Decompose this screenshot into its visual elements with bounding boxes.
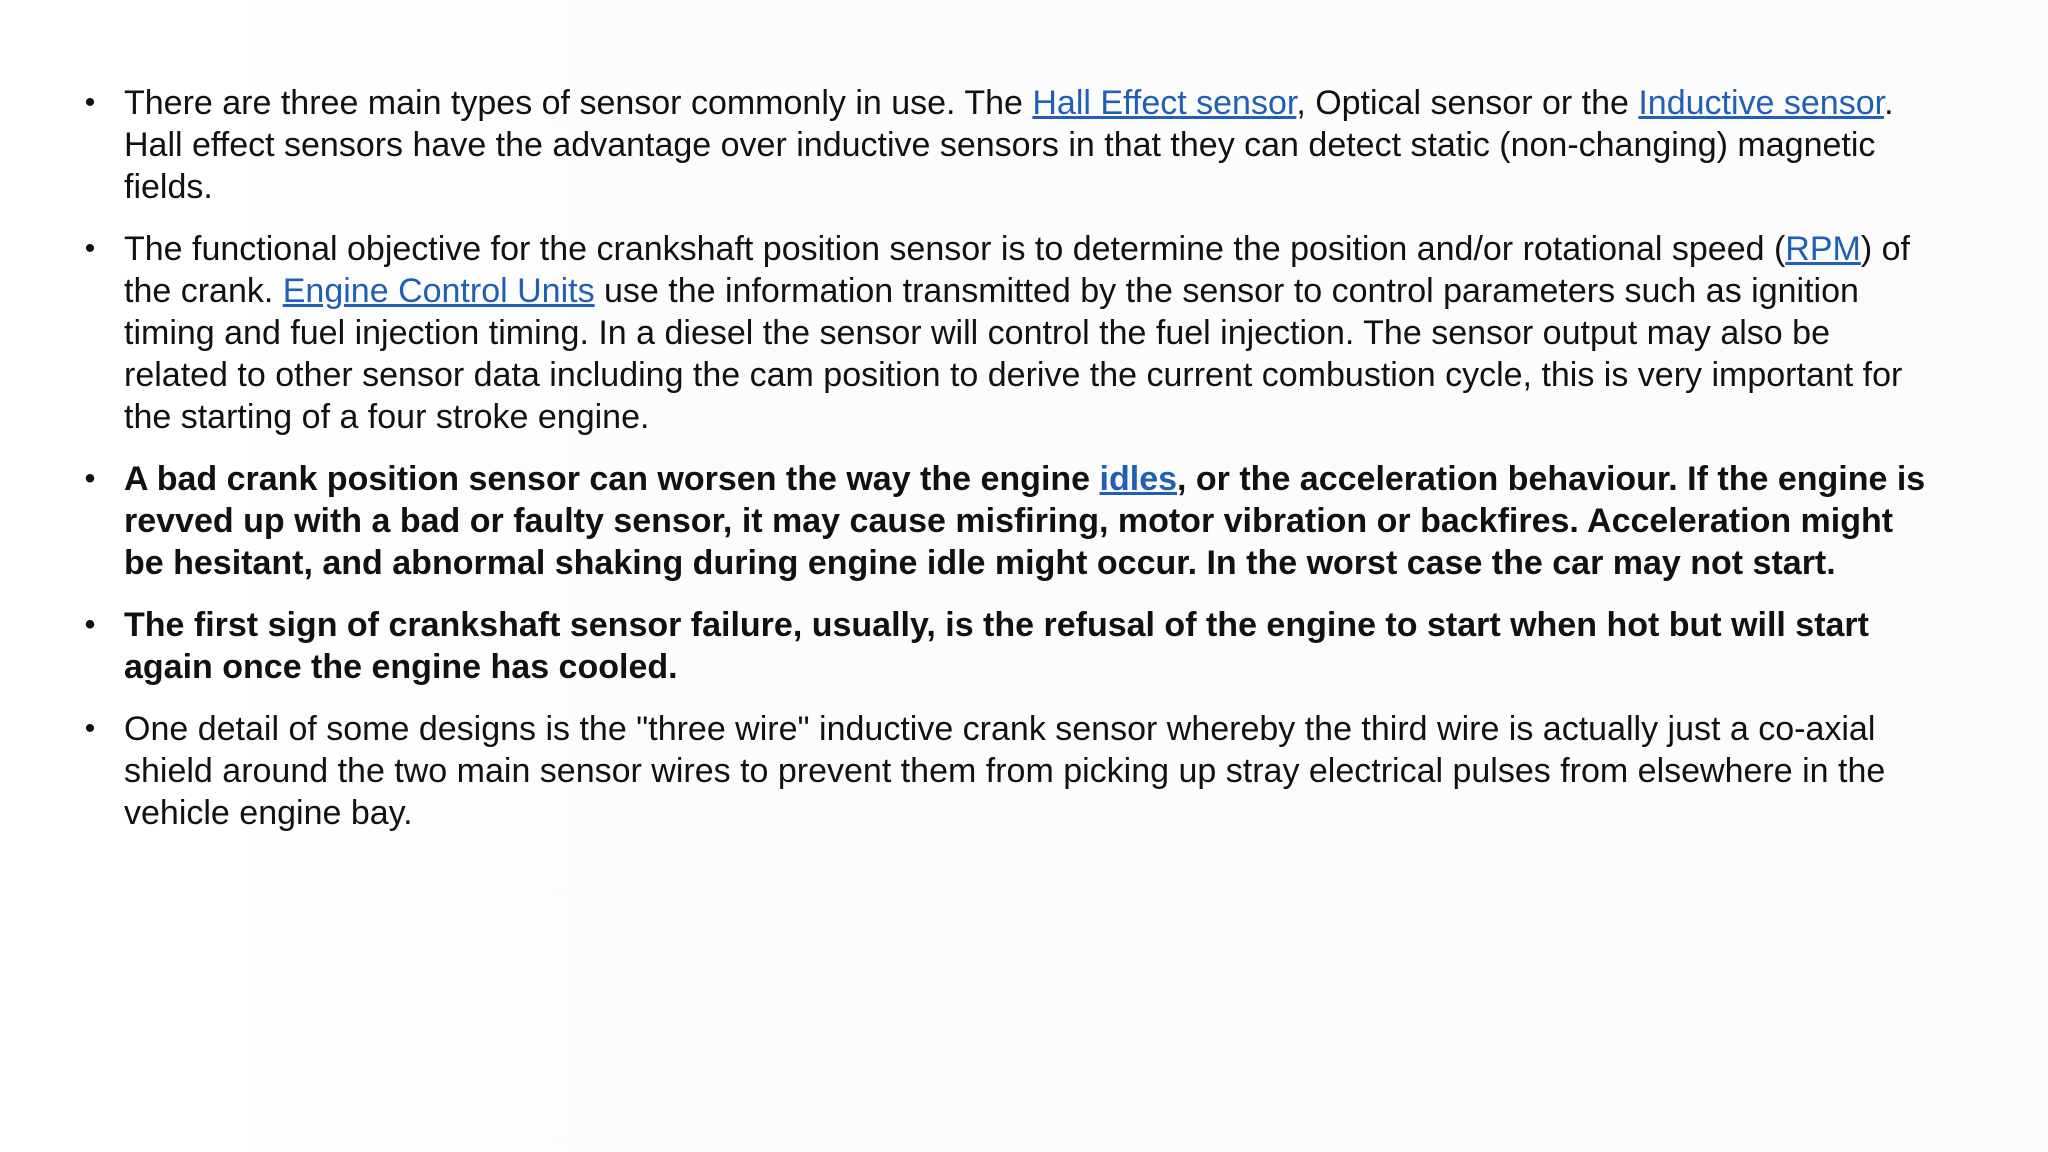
text-run: use the information transmitted by the sensor to control parameters such as ignition timing and fuel injection timing. In a diesel the sensor will control the fuel injection. The sensor output may also be related to other sensor data including the cam position to derive the current combustion cycle, this is very important for the starting of a four stroke engine. (124, 272, 1903, 436)
bullet-text (124, 710, 1885, 832)
bullet-dot-icon: • (84, 712, 96, 745)
bullet-item (80, 228, 1940, 438)
slide-content (80, 82, 1940, 854)
bullet-item (80, 708, 1940, 834)
bullet-dot-icon: • (84, 608, 96, 641)
bullet-list (80, 82, 1940, 834)
bullet-dot-icon: • (84, 462, 96, 495)
hyperlink[interactable]: Hall Effect sensor (1032, 84, 1297, 122)
bullet-text (124, 460, 1925, 582)
bullet-item (80, 458, 1940, 584)
bullet-dot-icon: • (84, 86, 96, 119)
text-run: . Hall effect sensors have the advantage over inductive sensors in that they can detect static (non-changing) magnetic fields. (124, 84, 1894, 206)
bullet-text (124, 230, 1910, 436)
text-run: A bad crank position sensor can worsen the way the engine (124, 460, 1100, 498)
text-run: ) of the crank. (124, 230, 1910, 310)
hyperlink[interactable]: Engine Control Units (282, 272, 595, 310)
hyperlink[interactable]: Inductive sensor (1638, 84, 1885, 122)
text-run: , Optical sensor or the (1296, 84, 1639, 122)
text-run: The first sign of crankshaft sensor failure, usually, is the refusal of the engine to start when hot but will start again once the engine has cooled. (124, 606, 1869, 686)
text-run: One detail of some designs is the "three wire" inductive crank sensor whereby the third wire is actually just a co-axial shield around the two main sensor wires to prevent them from picking up stray electrical pulses from elsewhere in the vehicle engine bay. (124, 710, 1886, 832)
text-run: The functional objective for the crankshaft position sensor is to determine the position and/or rotational speed ( (124, 230, 1786, 268)
bullet-text (124, 606, 1869, 686)
bullet-item (80, 82, 1940, 208)
bullet-text (124, 84, 1894, 206)
hyperlink[interactable]: idles (1099, 460, 1178, 498)
text-run: There are three main types of sensor commonly in use. The (124, 84, 1033, 122)
bullet-dot-icon: • (84, 232, 96, 265)
hyperlink[interactable]: RPM (1785, 230, 1861, 268)
text-run: , or the acceleration behaviour. If the engine is revved up with a bad or faulty sensor, it may cause misfiring, motor vibration or backfires. Acceleration might be hesitant, and abnormal shaking during engine idle might occur. In the worst case the car may not start. (124, 460, 1926, 582)
bullet-item (80, 604, 1940, 688)
